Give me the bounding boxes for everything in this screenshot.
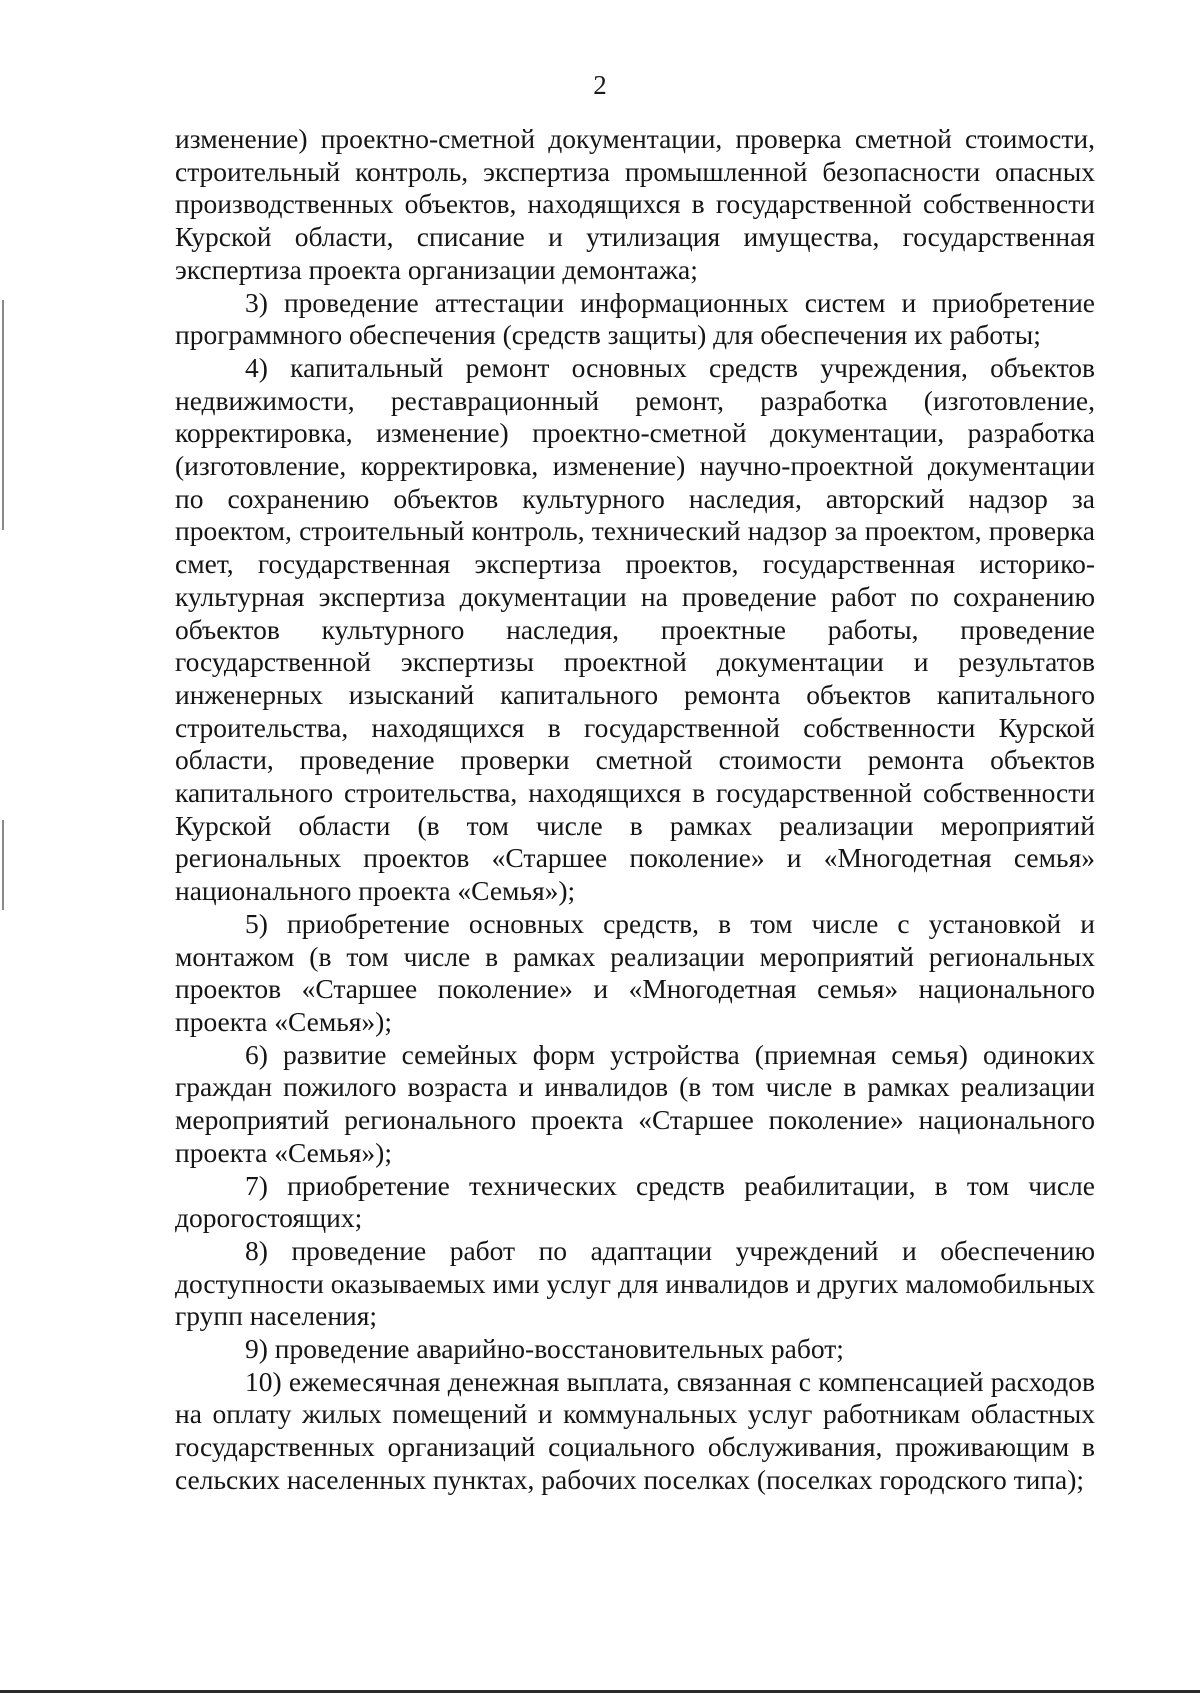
paragraph-item-8: 8) проведение работ по адаптации учреждений и обеспечению доступности оказываемых ими услуг для инвалидов и других маломобильных групп населения; <box>175 1234 1095 1332</box>
paragraph-item-9: 9) проведение аварийно-восстановительных работ; <box>245 1333 844 1365</box>
scan-bottom-edge <box>0 1690 1200 1693</box>
paragraph-item-3: 3) проведение аттестации информационных систем и приобретение программного обеспечения (средств защиты) для обеспечения их работы; <box>175 286 1095 351</box>
paragraph-item-6: 6) развитие семейных форм устройства (приемная семья) одиноких граждан пожилого возраста и инвалидов (в том числе в рамках реализации мероприятий регионального проекта «Старшее поколение» национального проекта «Семья»); <box>175 1038 1095 1168</box>
paragraph-item-4: 4) капитальный ремонт основных средств учреждения, объектов недвижимости, реставрационный ремонт, разработка (изготовление, корректировка, изменение) проектно-сметной документации, разработка (изготовление, корректировка, изменение) научно-проектной документации по сохранению объектов культурного наследия, авторский надзор за проектом, строительный контроль, технический надзор за проектом, проверка смет, государственная экспертиза проектов, государственная историко-культурная экспертиза документации на проведение работ по сохранению объектов культурного наследия, проектные работы, проведение государственной экспертизы проектной документации и результатов инженерных изысканий капитального ремонта объектов капитального строительства, находящихся в государственной собственности Курской области, проведение проверки сметной стоимости ремонта объектов капитального строительства, находящихся в государственной собственности Курской области (в том числе в рамках реализации мероприятий региональных проектов «Старшее поколение» и «Многодетная семья» национального проекта «Семья»); <box>175 351 1095 907</box>
page-number: 2 <box>593 70 607 100</box>
paragraph-item-10: 10) ежемесячная денежная выплата, связанная с компенсацией расходов на оплату жилых помещений и коммунальных услуг работникам областных государственных организаций социального обслуживания, проживающим в сельских населенных пунктах, рабочих поселках (поселках городского типа); <box>175 1365 1095 1495</box>
paragraph-item-7: 7) приобретение технических средств реабилитации, в том числе дорогостоящих; <box>175 1169 1095 1234</box>
scan-margin-mark <box>2 300 4 530</box>
scan-margin-mark <box>2 820 4 910</box>
paragraph-continuation: изменение) проектно-сметной документации, проверка сметной стоимости, строительный контроль, экспертиза промышленной безопасности опасных производственных объектов, находящихся в государственной собственности Курской области, списание и утилизация имущества, государственная экспертиза проекта организации демонтажа; <box>175 123 1095 285</box>
paragraph-item-5: 5) приобретение основных средств, в том числе с установкой и монтажом (в том числе в рамках реализации мероприятий региональных проектов «Старшее поколение» и «Многодетная семья» национального проекта «Семья»); <box>175 907 1095 1037</box>
document-body <box>175 123 1095 1497</box>
